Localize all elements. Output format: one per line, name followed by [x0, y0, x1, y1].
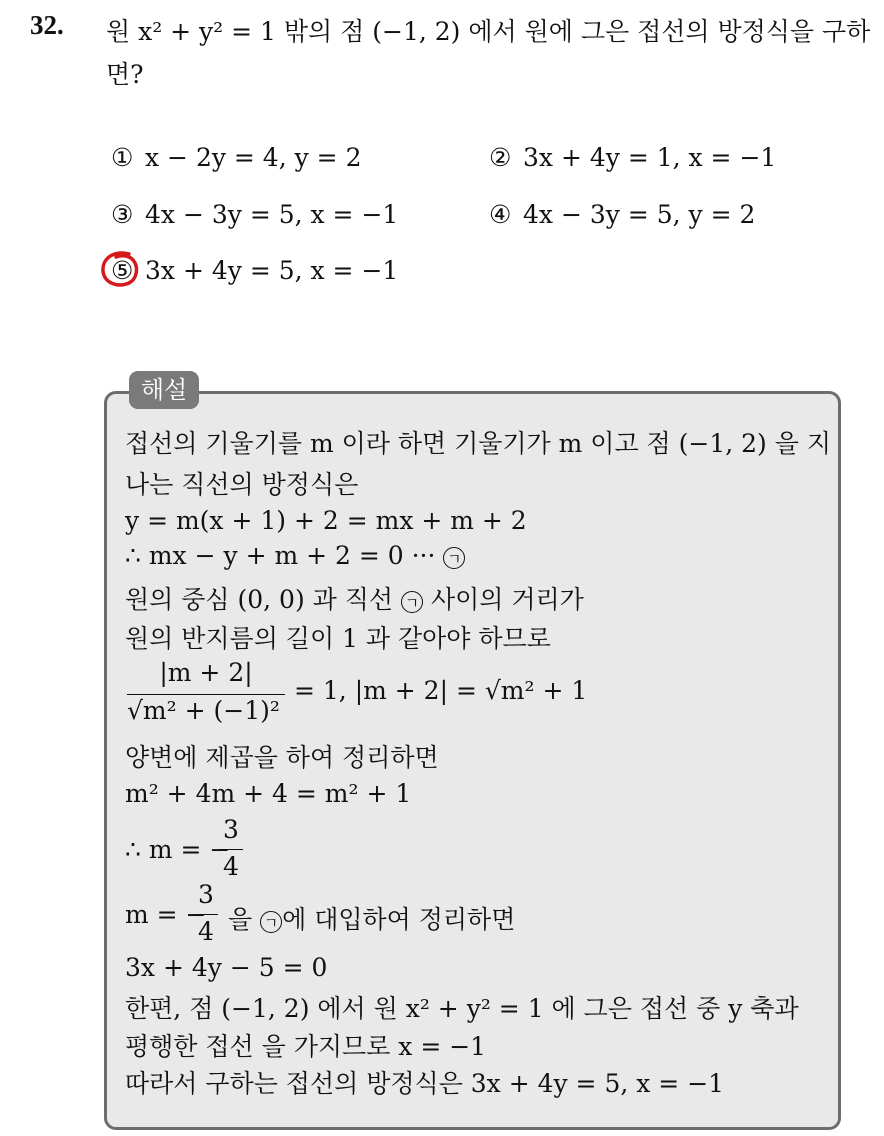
choice-5[interactable] [111, 256, 398, 285]
fraction-bar [127, 694, 285, 695]
line-text: 을 [228, 905, 253, 934]
choice-4[interactable] [489, 200, 755, 229]
fraction-denominator: 4 [198, 917, 214, 946]
choice-number: ② [489, 143, 512, 172]
line-text: ∴ mx − y + m + 2 = 0 ··· [125, 541, 436, 570]
choice-text: 4x − 3y = 5, y = 2 [523, 200, 756, 229]
solution-line-13: 3x + 4y − 5 = 0 [125, 953, 328, 982]
choice-number: ① [111, 143, 134, 172]
fraction-denominator: √m² + (−1)² [127, 696, 280, 725]
distance-fraction [127, 658, 285, 728]
choice-1[interactable] [111, 143, 361, 172]
solution-line-14: 한편, 점 (−1, 2) 에서 원 x² + y² = 1 에 그은 접선 중 y 축과 [125, 994, 799, 1023]
solution-line-16: 따라서 구하는 접선의 방정식은 3x + 4y = 5, x = −1 [125, 1069, 725, 1098]
question-number: 32. [30, 10, 64, 40]
fraction-numerator: |m + 2| [159, 658, 253, 687]
choice-2[interactable] [489, 143, 776, 172]
fraction-numerator: 3 [198, 880, 214, 909]
question-line-1: 원 x² + y² = 1 밖의 점 (−1, 2) 에서 원에 그은 접선의 방정식을 구하 [106, 17, 871, 46]
solution-line-8: 양변에 제곱을 하여 정리하면 [125, 743, 439, 772]
solution-badge: 해설 [129, 371, 199, 409]
choice-text: 4x − 3y = 5, x = −1 [145, 200, 399, 229]
fraction-bar [219, 849, 243, 850]
solution-line-2: 나는 직선의 방정식은 [125, 470, 359, 499]
solution-line-15: 평행한 접선 을 가지므로 x = −1 [125, 1032, 487, 1061]
choice-text: 3x + 4y = 5, x = −1 [145, 256, 399, 285]
distance-equation: = 1, |m + 2| = √m² + 1 [294, 676, 588, 705]
solution-line-4 [125, 541, 465, 570]
answer-circle-mark [99, 250, 143, 290]
solution-line-1: 접선의 기울기를 m 이라 하면 기울기가 m 이고 점 (−1, 2) 을 지 [125, 429, 831, 458]
choice-number: ⑤ [111, 256, 134, 285]
fraction-denominator: 4 [223, 852, 239, 881]
solution-line-11: m = − [125, 900, 207, 929]
choice-3[interactable] [111, 200, 398, 229]
choice-number: ③ [111, 200, 134, 229]
line-text: 원의 중심 (0, 0) 과 직선 [125, 585, 394, 614]
choice-number: ④ [489, 200, 512, 229]
solution-line-11-suffix [228, 900, 515, 936]
solution-line-10: ∴ m = − [125, 835, 231, 864]
choice-text: 3x + 4y = 1, x = −1 [523, 143, 777, 172]
choice-text: x − 2y = 4, y = 2 [145, 143, 362, 172]
solution-line-9: m² + 4m + 4 = m² + 1 [125, 779, 412, 808]
solution-line-3: y = m(x + 1) + 2 = mx + m + 2 [125, 506, 527, 535]
solution-line-6: 원의 반지름의 길이 1 과 같아야 하므로 [125, 624, 551, 653]
line-text: 에 대입하여 정리하면 [282, 905, 516, 934]
question-line-2: 면? [106, 60, 144, 89]
circled-label: ㄱ [401, 591, 423, 613]
solution-line-5 [125, 580, 584, 616]
circled-label: ㄱ [260, 911, 282, 933]
fraction-bar [194, 914, 218, 915]
circled-label: ㄱ [443, 547, 465, 569]
fraction-numerator: 3 [223, 815, 239, 844]
line-text: 사이의 거리가 [430, 585, 584, 614]
